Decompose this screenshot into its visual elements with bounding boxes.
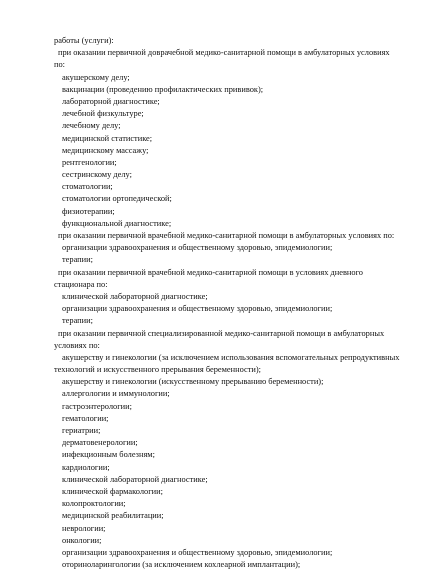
text-line: медицинской реабилитации; bbox=[62, 511, 164, 521]
text-line: медицинскому массажу; bbox=[62, 145, 149, 155]
text-line: сестринскому делу; bbox=[62, 170, 132, 180]
document-body bbox=[0, 35, 430, 571]
text-line: клинической лабораторной диагностике; bbox=[62, 291, 208, 301]
text-line: гериатрии; bbox=[62, 426, 101, 435]
text-line: функциональной диагностике; bbox=[62, 218, 172, 228]
text-line: вакцинации (проведению профилактических прививок); bbox=[62, 84, 264, 94]
text-line: стоматологии ортопедической; bbox=[62, 194, 172, 204]
text-line: клинической фармакологии; bbox=[62, 486, 163, 496]
text-line: по: bbox=[54, 60, 65, 70]
text-line: онкологии; bbox=[62, 535, 102, 545]
text-line: рентгенологии; bbox=[62, 157, 117, 167]
text-line: физиотерапии; bbox=[62, 206, 115, 216]
text-line: организации здравоохранения и общественному здоровью, эпидемиологии; bbox=[62, 243, 333, 253]
text-line: терапии; bbox=[62, 316, 93, 326]
text-line: акушерскому делу; bbox=[62, 72, 130, 82]
text-line: аллергологии и иммунологии; bbox=[62, 389, 170, 399]
text-line: лечебной физкультуре; bbox=[62, 109, 144, 119]
text-line: при оказании первичной специализированной медико-санитарной помощи в амбулаторных bbox=[58, 328, 385, 338]
text-line: лабораторной диагностике; bbox=[62, 96, 160, 106]
text-line: колопроктологии; bbox=[62, 499, 126, 509]
text-line: дерматовенерологии; bbox=[62, 438, 138, 448]
text-line: условиях по: bbox=[54, 340, 100, 350]
text-line: стационара по: bbox=[54, 279, 108, 289]
text-line: клинической лабораторной диагностике; bbox=[62, 474, 208, 484]
text-line: организации здравоохранения и общественному здоровью, эпидемиологии; bbox=[62, 304, 333, 314]
text-line: медицинской статистике; bbox=[62, 133, 153, 143]
text-line: гастроэнтерологии; bbox=[62, 401, 132, 411]
text-line: оториноларингологии (за исключением кохлеарной имплантации); bbox=[62, 560, 301, 570]
text-line: при оказании первичной доврачебной медико-санитарной помощи в амбулаторных условиях bbox=[58, 48, 390, 58]
text-line: неврологии; bbox=[62, 523, 106, 533]
text-line: при оказании первичной врачебной медико-санитарной помощи в условиях дневного bbox=[58, 267, 363, 277]
text-line: акушерству и гинекологии (искусственному прерыванию беременности); bbox=[62, 377, 324, 387]
text-line: стоматологии; bbox=[62, 182, 113, 192]
text-line: при оказании первичной врачебной медико-санитарной помощи в амбулаторных условиях по: bbox=[58, 231, 395, 240]
text-line: инфекционным болезням; bbox=[62, 450, 155, 460]
text-line: кардиологии; bbox=[62, 462, 110, 472]
text-line: гематологии; bbox=[62, 413, 109, 423]
text-line: работы (услуги): bbox=[54, 36, 114, 45]
text-line: лечебному делу; bbox=[62, 121, 121, 131]
text-line: организации здравоохранения и общественному здоровью, эпидемиологии; bbox=[62, 547, 333, 557]
text-line: акушерству и гинекологии (за исключением использования вспомогательных репродуктивных bbox=[62, 352, 400, 362]
text-line: терапии; bbox=[62, 255, 93, 265]
text-line: технологий и искусственного прерывания беременности); bbox=[54, 365, 261, 375]
